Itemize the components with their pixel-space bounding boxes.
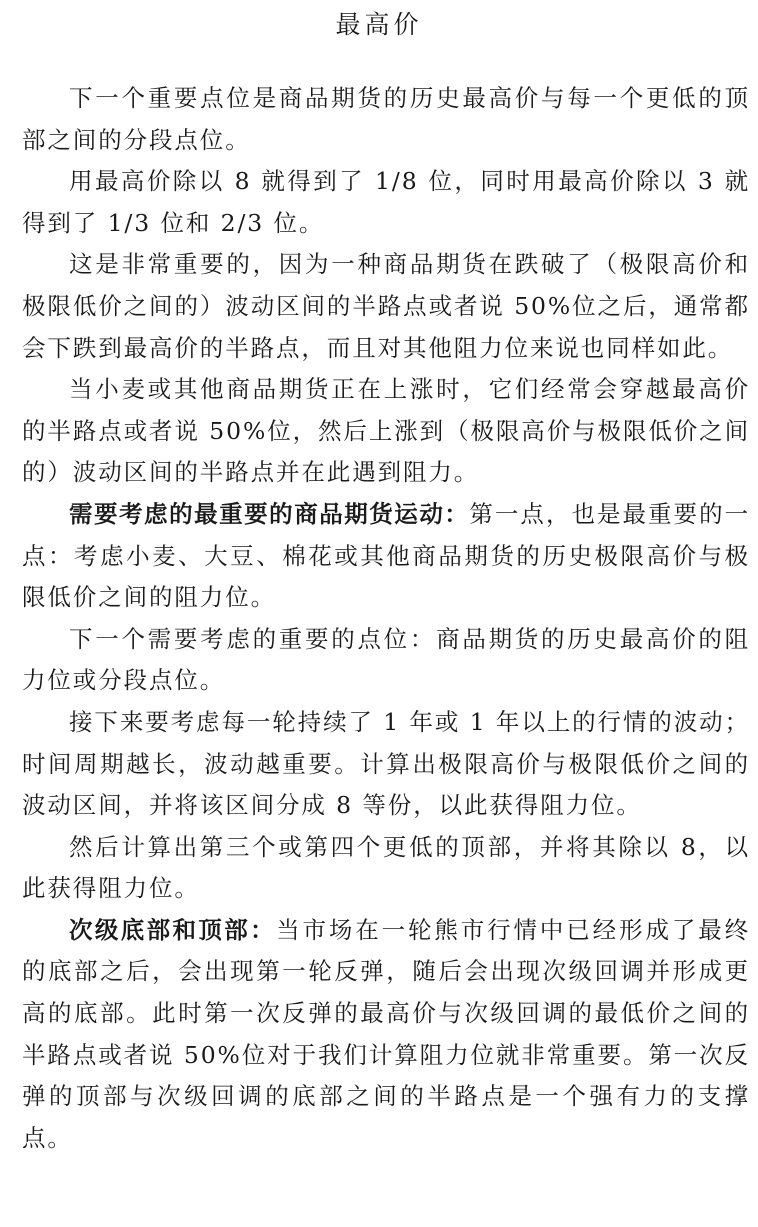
paragraph-2: [22, 161, 750, 244]
paragraph-1: [22, 78, 750, 161]
paragraph-text: 当小麦或其他商品期货正在上涨时，它们经常会穿越最高价的半路点或者说 50%位，然后上涨到（极限高价与极限低价之间的）波动区间的半路点并在此遇到阻力。: [22, 375, 750, 487]
paragraph-5: [22, 494, 750, 619]
paragraph-text: 这是非常重要的，因为一种商品期货在跌破了（极限高价和极限低价之间的）波动区间的半路点或者说 50%位之后，通常都会下跌到最高价的半路点，而且对其他阻力位来说也同样如此。: [22, 250, 750, 362]
paragraph-text: 接下来要考虑每一轮持续了 1 年或 1 年以上的行情的波动；时间周期越长，波动越重要。计算出极限高价与极限低价之间的波动区间，并将该区间分成 8 等份，以此获得阻力位。: [22, 707, 750, 820]
paragraph-7: [22, 702, 750, 827]
paragraph-4: [22, 369, 750, 494]
paragraph-text: 下一个重要点位是商品期货的历史最高价与每一个更低的顶部之间的分段点位。: [22, 84, 750, 154]
paragraph-text: 第一点，也是最重要的一点：考虑小麦、大豆、棉花或其他商品期货的历史极限高价与极限低价之间的阻力位。: [22, 499, 751, 612]
paragraph-8: [22, 827, 750, 910]
paragraph-3: [22, 244, 750, 369]
paragraph-text: 用最高价除以 8 就得到了 1/8 位，同时用最高价除以 3 就得到了 1/3 位和 2/3 位。: [22, 167, 750, 237]
page-title: 最高价: [335, 10, 423, 39]
paragraph-text: 当市场在一轮熊市行情中已经形成了最终的底部之后，会出现第一轮反弹，随后会出现次级回调并形成更高的底部。此时第一次反弹的最高价与次级回调的最低价之间的半路点或者说 50%位对于我们计算阻力位就非常重要。第一次反弹的顶部与次级回调的底部之间的半路点是一个强有力的支撑点。: [22, 915, 751, 1152]
paragraph-text: 下一个需要考虑的重要的点位：商品期货的历史最高价的阻力位或分段点位。: [22, 624, 750, 695]
paragraph-lead-heading: 需要考虑的最重要的商品期货运动：: [69, 499, 470, 528]
paragraph-9: [22, 910, 750, 1160]
body-text: [22, 78, 750, 1159]
paragraph-lead-heading: 次级底部和顶部：: [69, 915, 277, 944]
paragraph-6: [22, 619, 750, 702]
paragraph-text: 然后计算出第三个或第四个更低的顶部，并将其除以 8，以此获得阻力位。: [22, 832, 750, 903]
